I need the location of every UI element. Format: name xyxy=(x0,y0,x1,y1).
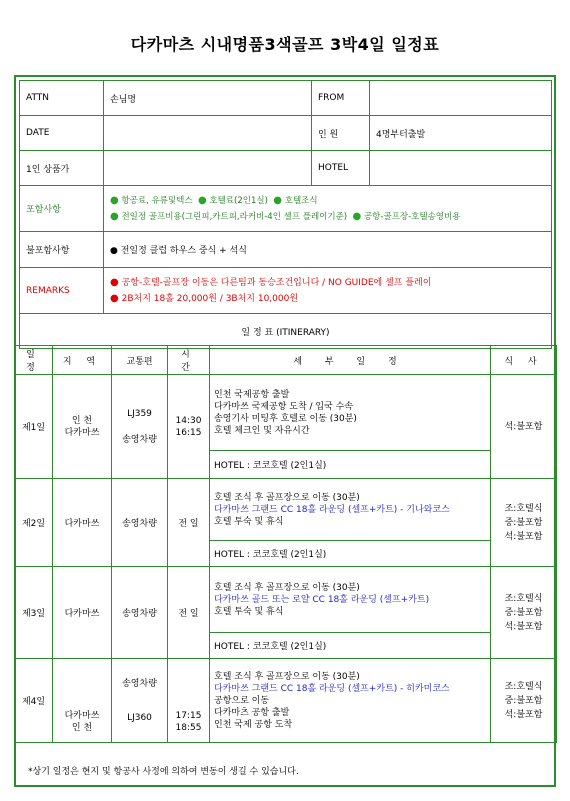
meal-text: 중:불포함 xyxy=(504,607,543,618)
meal-text: 석:불포함 xyxy=(504,531,543,542)
time-cell: 전 일 xyxy=(168,567,210,659)
detail-line: 송영기사 미팅후 호텔로 이동 (30분) xyxy=(214,413,357,424)
from-label: FROM xyxy=(312,81,370,116)
detail-line: 인천 국제 공항 도착 xyxy=(214,719,293,730)
price-value xyxy=(104,151,312,186)
detail-line: 다카마쓰 그랜드 CC 18홀 라운딩 (셀프+카트) - 히카미코스 xyxy=(214,683,450,694)
details-cell xyxy=(210,567,491,633)
meals-cell xyxy=(491,375,557,479)
exclude-text: 전일정 클럽 하우스 중식 + 석식 xyxy=(120,246,247,256)
transport-cell xyxy=(112,659,168,743)
region-cell: 다카마쓰 xyxy=(53,479,112,567)
meal-text: 석:불포함 xyxy=(504,709,543,720)
include-item: 전일정 골프비용(그린피,카트피,라커비-4인 셀프 플레이기준) xyxy=(121,211,348,222)
from-value xyxy=(370,81,552,116)
hotel-label: HOTEL xyxy=(312,151,370,186)
detail-line: 호텔 조식 후 골프장으로 이동 (30분) xyxy=(214,582,360,593)
time-cell: 전 일 xyxy=(168,479,210,567)
region-cell xyxy=(53,659,112,743)
date-value xyxy=(104,116,312,151)
day-label: 제1일 xyxy=(15,375,53,479)
itinerary-table xyxy=(14,345,557,743)
meals-cell xyxy=(491,479,557,567)
detail-line: 공항으로 이동 xyxy=(214,695,270,706)
header-day: 일 정 xyxy=(15,346,53,375)
exclude-value: ● 전일정 클럽 하우스 중식 + 석식 xyxy=(104,232,552,268)
date-label: DATE xyxy=(20,116,104,151)
detail-line: 다카마쓰 골드 또는 로얄 CC 18홀 라운딩 (셀프+카트) xyxy=(214,594,430,605)
attn-value: 손님명 xyxy=(104,81,312,116)
page-title: 다카마츠 시내명품3색골프 3박4일 일정표 xyxy=(130,35,440,54)
time-text: 18:55 xyxy=(175,723,202,733)
attn-label: ATTN xyxy=(20,81,104,116)
people-value: 4명부터출발 xyxy=(370,116,552,151)
detail-line: 호텔 체크인 및 자유시간 xyxy=(214,425,310,436)
meal-text: 조:호텔식 xyxy=(504,681,543,692)
details-cell xyxy=(210,375,491,451)
remarks-line: 2B처지 18홀 20,000원 / 3B처지 10,000원 xyxy=(121,293,299,304)
transport-cell: 송영차량 xyxy=(112,567,168,659)
detail-line: 다카마쓰 그랜드 CC 18홀 라운딩 (셀프+카트) - 기나와코스 xyxy=(214,504,450,515)
transport-cell: 송영차량 xyxy=(112,479,168,567)
region-text: 인 천 xyxy=(71,723,93,733)
itinerary-header-row xyxy=(15,346,557,375)
day-label: 제3일 xyxy=(15,567,53,659)
include-value: ● 항공료, 유류및텍스 ● 호텔료(2인1실) ● 호텔조식 ● 전일정 골프비용(그린피,카트피,라커비-4인 셀프 플레이기준) ● 공항-골프장-호텔송영비용 xyxy=(104,186,552,232)
itinerary-row-day2 xyxy=(15,479,557,541)
price-label: 1인 상품가 xyxy=(20,151,104,186)
footnote: *상기 일정은 현지 및 항공사 사정에 의하여 변동이 생길 수 있습니다. xyxy=(28,767,299,777)
detail-line: 호텔 투숙 및 휴식 xyxy=(214,606,284,617)
day-label: 제2일 xyxy=(15,479,53,567)
transport-text: 송영차량 xyxy=(122,678,157,689)
detail-line: 인천 국제공항 출발 xyxy=(214,389,290,400)
region-text: 다카마쓰 xyxy=(64,427,100,438)
remarks-value: ● 공항-호텔-골프장 이동은 다른팀과 동승조건입니다 / NO GUIDE에 셀프 플레이 ● 2B처지 18홀 20,000원 / 3B처지 10,000원 xyxy=(104,268,552,314)
time-cell xyxy=(168,659,210,743)
itinerary-row-day3 xyxy=(15,567,557,633)
region-cell xyxy=(53,375,112,479)
meal-text: 석:불포함 xyxy=(504,421,543,432)
time-text: 16:15 xyxy=(175,427,202,438)
hotel-value xyxy=(370,151,552,186)
itinerary-row-day4 xyxy=(15,659,557,743)
hotel-line: HOTEL : 코코호텔 (2인1실) xyxy=(210,633,491,659)
day-label: 제4일 xyxy=(15,659,53,743)
transport-text: LJ360 xyxy=(127,712,152,723)
details-cell xyxy=(210,479,491,541)
remarks-label: REMARKS xyxy=(20,268,104,314)
time-cell xyxy=(168,375,210,479)
meal-text: 조:호텔식 xyxy=(504,503,543,514)
meals-cell xyxy=(491,659,557,743)
include-label: 포함사항 xyxy=(20,186,104,232)
meal-text: 중:불포함 xyxy=(504,695,543,706)
meal-text: 중:불포함 xyxy=(504,517,543,528)
header-transport: 교통편 xyxy=(112,346,168,375)
details-cell xyxy=(210,659,491,743)
detail-line: 호텔 투숙 및 휴식 xyxy=(214,516,284,527)
time-text: 14:30 xyxy=(175,415,202,426)
region-text: 인 천 xyxy=(71,415,93,426)
detail-line: 다카마쓰 국제공항 도착 / 입국 수속 xyxy=(214,401,354,412)
header-meals: 식 사 xyxy=(491,346,557,375)
meal-text: 조:호텔식 xyxy=(504,593,543,604)
time-text: 17:15 xyxy=(175,711,202,721)
header-region: 지 역 xyxy=(53,346,112,375)
remarks-line: 공항-호텔-골프장 이동은 다른팀과 동승조건입니다 / NO GUIDE에 셀프 플레이 xyxy=(121,277,432,288)
exclude-label: 불포함사항 xyxy=(20,232,104,268)
hotel-line: HOTEL : 코코호텔 (2인1실) xyxy=(210,541,491,567)
include-item: 공항-골프장-호텔송영비용 xyxy=(363,211,461,222)
include-item: 호텔료(2인1실) xyxy=(209,195,268,206)
transport-text: LJ359 xyxy=(127,408,152,419)
itinerary-title: 일 정 표 (ITINERARY) xyxy=(20,314,552,349)
include-item: 호텔조식 xyxy=(284,195,318,206)
header-details: 세 부 일 정 xyxy=(210,346,491,375)
detail-line: 호텔 조식 후 골프장으로 이동 (30분) xyxy=(214,671,360,682)
info-table xyxy=(19,80,552,349)
transport-cell xyxy=(112,375,168,479)
detail-line: 다카마츠 공항 출발 xyxy=(214,707,290,718)
region-text: 다카마쓰 xyxy=(64,711,100,721)
region-cell: 다카마쓰 xyxy=(53,567,112,659)
hotel-line: HOTEL : 코코호텔 (2인1실) xyxy=(210,451,491,479)
people-label: 인 원 xyxy=(312,116,370,151)
include-item: 항공료, 유류및텍스 xyxy=(121,195,193,206)
header-time: 시 간 xyxy=(168,346,210,375)
itinerary-row-day1 xyxy=(15,375,557,451)
detail-line: 호텔 조식 후 골프장으로 이동 (30분) xyxy=(214,492,360,503)
meals-cell xyxy=(491,567,557,659)
transport-text: 송영차량 xyxy=(122,434,157,445)
meal-text: 석:불포함 xyxy=(504,621,543,632)
